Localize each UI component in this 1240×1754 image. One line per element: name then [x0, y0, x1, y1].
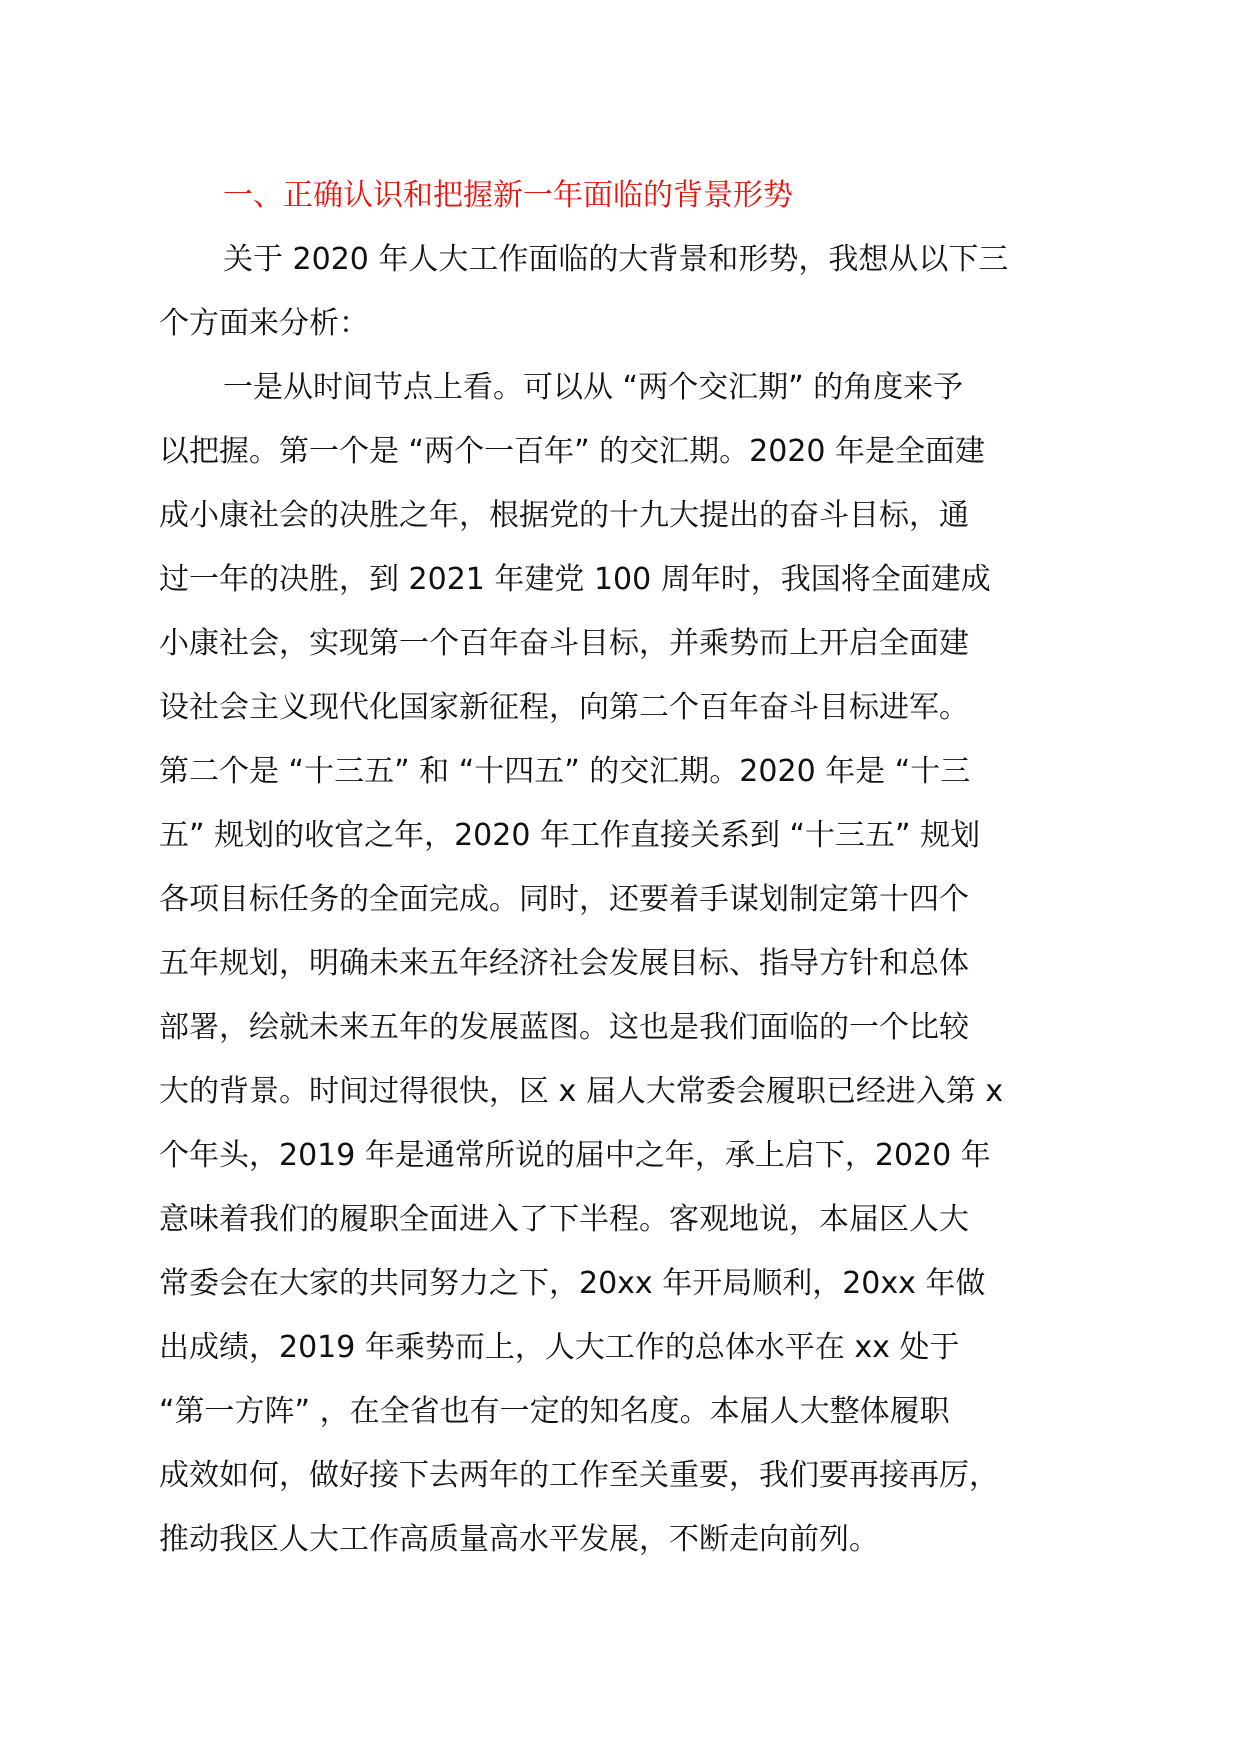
- text-line: 推动我区人大工作高质量高水平发展，不断走向前列。: [159, 1522, 879, 1557]
- text-line: 意味着我们的履职全面进入了下半程。客观地说，本届区人大: [159, 1202, 969, 1237]
- text-line: 成小康社会的决胜之年，根据党的十九大提出的奋斗目标，通: [159, 498, 969, 533]
- paragraph-time-node: [159, 356, 1089, 1572]
- text-line: 五年规划，明确未来五年经济社会发展目标、指导方针和总体: [159, 946, 969, 981]
- text-line: 各项目标任务的全面完成。同时，还要着手谋划制定第十四个: [159, 882, 969, 917]
- text-line: 大的背景。时间过得很快，区 x 届人大常委会履职已经进入第 x: [159, 1074, 1004, 1109]
- text-line: 过一年的决胜，到 2021 年建党 100 周年时，我国将全面建成: [159, 562, 991, 597]
- text-line: 个年头，2019 年是通常所说的届中之年，承上启下，2020 年: [159, 1138, 991, 1173]
- text-line: 设社会主义现代化国家新征程，向第二个百年奋斗目标进军。: [159, 690, 969, 725]
- section-heading: 一、正确认识和把握新一年面临的背景形势: [223, 178, 793, 213]
- text-line: 成效如何，做好接下去两年的工作至关重要，我们要再接再厉，: [159, 1458, 999, 1493]
- paragraph-intro: [159, 228, 1089, 356]
- text-line: 一是从时间节点上看。可以从 “两个交汇期” 的角度来予: [223, 370, 964, 405]
- text-line: 小康社会，实现第一个百年奋斗目标，并乘势而上开启全面建: [159, 626, 969, 661]
- text-line: 关于 2020 年人大工作面临的大背景和形势，我想从以下三: [223, 242, 1009, 277]
- text-line: 部署，绘就未来五年的发展蓝图。这也是我们面临的一个比较: [159, 1010, 969, 1045]
- text-line: 以把握。第一个是 “两个一百年” 的交汇期。2020 年是全面建: [159, 434, 986, 469]
- text-line: 五” 规划的收官之年，2020 年工作直接关系到 “十三五” 规划: [159, 818, 981, 853]
- text-line: 个方面来分析：: [159, 306, 369, 341]
- text-line: 常委会在大家的共同努力之下，20xx 年开局顺利，20xx 年做: [159, 1266, 986, 1301]
- text-line: 第二个是 “十三五” 和 “十四五” 的交汇期。2020 年是 “十三: [159, 754, 971, 789]
- text-line: 出成绩，2019 年乘势而上，人大工作的总体水平在 xx 处于: [159, 1330, 960, 1365]
- text-line: “第一方阵” ，在全省也有一定的知名度。本届人大整体履职: [159, 1394, 950, 1429]
- document-body: [159, 164, 1089, 1572]
